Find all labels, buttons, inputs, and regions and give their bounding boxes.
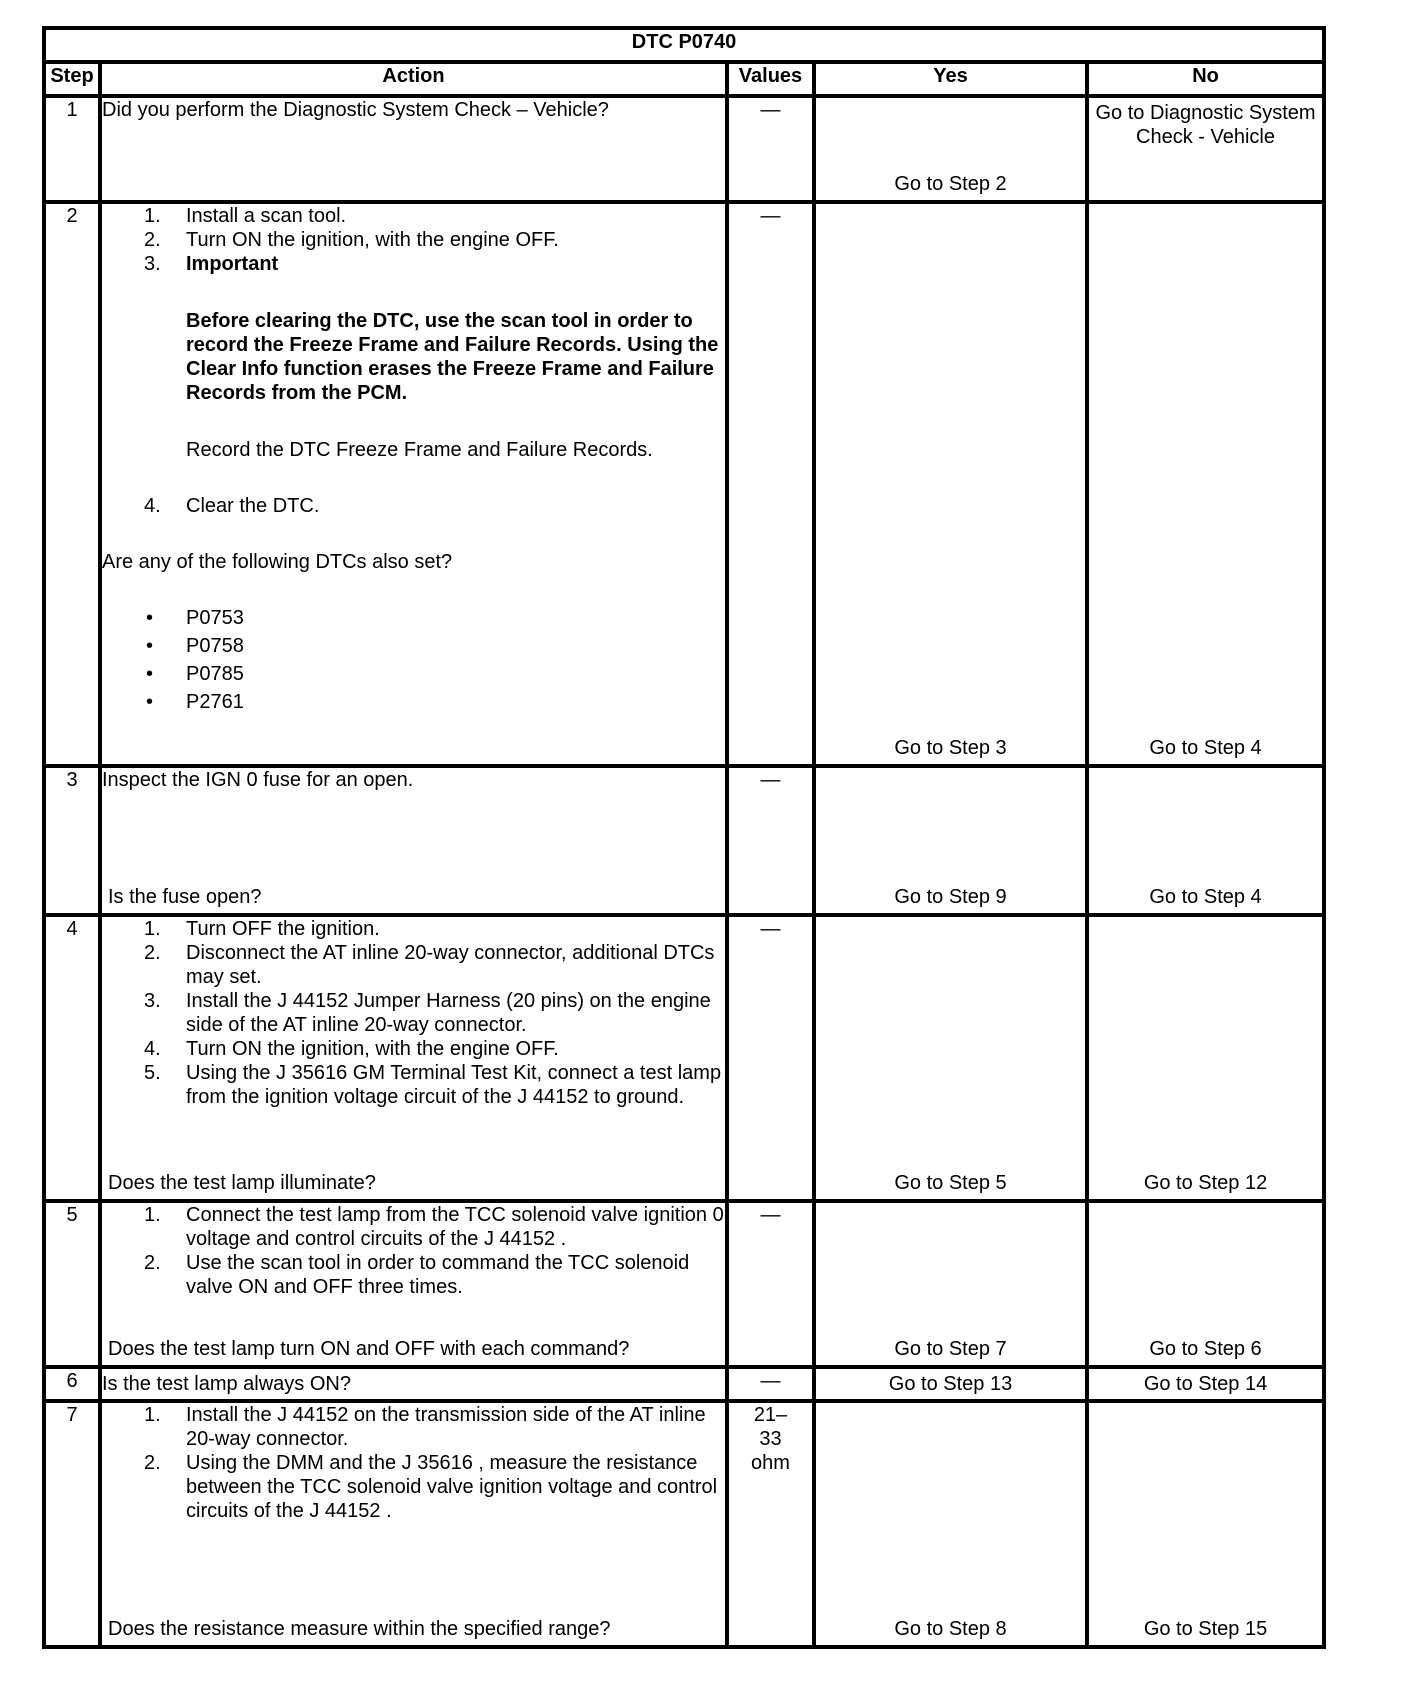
step-number: 4 — [44, 915, 100, 1201]
no-cell — [1087, 96, 1324, 202]
yes-link[interactable]: Go to Step 8 — [894, 1618, 1007, 1640]
action-step: 3. Important — [144, 253, 279, 275]
yes-link[interactable]: Go to Step 13 — [888, 1373, 1013, 1395]
values-cell: — — [727, 202, 814, 766]
no-link[interactable]: Go to Step 4 — [1149, 737, 1262, 759]
action-step: 1. Turn OFF the ignition. — [144, 918, 380, 940]
dtc-code: • P0785 — [102, 660, 725, 688]
action-cell — [100, 915, 727, 1201]
no-link[interactable]: Go to Step 14 — [1143, 1373, 1268, 1395]
table-row-step-3 — [44, 766, 1324, 915]
yes-link[interactable]: Go to Step 3 — [894, 737, 1007, 759]
action-step: 5. Using the J 35616 GM Terminal Test Kit, connect a test lamp from the ignition voltage circuit of the J 44152 to ground. — [144, 1062, 722, 1108]
dtc-code: • P0753 — [102, 604, 725, 632]
dtc-code-list — [102, 604, 725, 716]
no-cell — [1087, 1201, 1324, 1367]
action-steps — [102, 204, 725, 276]
no-link[interactable]: Go to Step 6 — [1149, 1338, 1262, 1360]
yes-cell — [814, 766, 1087, 915]
header-action: Action — [100, 62, 727, 96]
action-cell — [100, 766, 727, 915]
action-question: Are any of the following DTCs also set? — [102, 551, 453, 573]
no-cell — [1087, 915, 1324, 1201]
action-question: Does the test lamp illuminate? — [108, 1172, 376, 1194]
step-number: 5 — [44, 1201, 100, 1367]
action-step: 4. Turn ON the ignition, with the engine OFF. — [144, 1038, 559, 1060]
yes-link[interactable]: Go to Step 7 — [894, 1338, 1007, 1360]
step-number: 3 — [44, 766, 100, 915]
no-link[interactable]: Go to Step 4 — [1149, 886, 1262, 908]
action-step: 1. Install the J 44152 on the transmission side of the AT inline 20-way connector. — [144, 1404, 706, 1450]
action-steps — [102, 1203, 725, 1299]
table-row-step-4 — [44, 915, 1324, 1201]
no-cell — [1087, 202, 1324, 766]
action-cell — [100, 1401, 727, 1647]
yes-cell — [814, 202, 1087, 766]
table-title: DTC P0740 — [44, 28, 1324, 62]
values-cell: — — [727, 766, 814, 915]
action-steps — [102, 494, 725, 518]
yes-cell — [814, 1367, 1087, 1401]
action-steps — [102, 917, 725, 1109]
values-cell: — — [727, 1367, 814, 1401]
action-question: Is the fuse open? — [108, 886, 262, 908]
yes-cell — [814, 96, 1087, 202]
action-step: 1. Connect the test lamp from the TCC solenoid valve ignition 0 voltage and control circuits of the J 44152 . — [144, 1204, 724, 1250]
action-question: Does the test lamp turn ON and OFF with each command? — [108, 1338, 630, 1360]
action-step: 2. Disconnect the AT inline 20-way connector, additional DTCs may set. — [144, 942, 715, 988]
table-row-step-5 — [44, 1201, 1324, 1367]
dtc-table — [42, 26, 1326, 1649]
no-link[interactable]: Go to Step 15 — [1143, 1618, 1268, 1640]
action-step: 3. Install the J 44152 Jumper Harness (20 pins) on the engine side of the AT inline 20-way connector. — [144, 990, 711, 1036]
action-step: 4. Clear the DTC. — [144, 495, 320, 517]
action-cell — [100, 202, 727, 766]
no-cell — [1087, 1401, 1324, 1647]
action-cell — [100, 1201, 727, 1367]
yes-cell — [814, 1401, 1087, 1647]
action-cell — [100, 1367, 727, 1401]
table-row-step-6 — [44, 1367, 1324, 1401]
yes-cell — [814, 1201, 1087, 1367]
header-yes: Yes — [814, 62, 1087, 96]
header-step: Step — [44, 62, 100, 96]
yes-cell — [814, 915, 1087, 1201]
action-question: Does the resistance measure within the specified range? — [108, 1618, 611, 1640]
action-step: 1. Install a scan tool. — [144, 205, 347, 227]
no-cell — [1087, 766, 1324, 915]
action-question: Is the test lamp always ON? — [102, 1373, 351, 1395]
yes-link[interactable]: Go to Step 5 — [894, 1172, 1007, 1194]
action-steps — [102, 1403, 725, 1523]
table-row-step-1 — [44, 96, 1324, 202]
dtc-code: • P2761 — [102, 688, 725, 716]
action-text: Inspect the IGN 0 fuse for an open. — [102, 769, 414, 791]
header-values: Values — [727, 62, 814, 96]
step-number: 6 — [44, 1367, 100, 1401]
step-number: 1 — [44, 96, 100, 202]
table-row-step-2 — [44, 202, 1324, 766]
yes-link[interactable]: Go to Step 9 — [894, 886, 1007, 908]
record-instruction: Record the DTC Freeze Frame and Failure Records. — [186, 439, 653, 461]
action-step: 2. Use the scan tool in order to command the TCC solenoid valve ON and OFF three times. — [144, 1252, 690, 1298]
no-link[interactable]: Go to Diagnostic System Check - Vehicle — [1095, 102, 1316, 148]
values-cell: 21–33 ohm — [727, 1401, 814, 1647]
yes-link[interactable]: Go to Step 2 — [894, 173, 1007, 195]
no-link[interactable]: Go to Step 12 — [1143, 1172, 1268, 1194]
no-cell — [1087, 1367, 1324, 1401]
action-step: 2. Turn ON the ignition, with the engine OFF. — [144, 229, 559, 251]
table-row-step-7 — [44, 1401, 1324, 1647]
important-note: Before clearing the DTC, use the scan tool in order to record the Freeze Frame and Failure Records. Using the Clear Info function erases the Freeze Frame and Failure Records from the PCM. — [186, 310, 719, 404]
step-number: 7 — [44, 1401, 100, 1647]
values-cell: — — [727, 1201, 814, 1367]
step-number: 2 — [44, 202, 100, 766]
values-cell: — — [727, 96, 814, 202]
action-cell — [100, 96, 727, 202]
action-step: 2. Using the DMM and the J 35616 , measure the resistance between the TCC solenoid valve ignition voltage and control circuits of the J 44152 . — [144, 1452, 718, 1522]
header-no: No — [1087, 62, 1324, 96]
values-cell: — — [727, 915, 814, 1201]
dtc-code: • P0758 — [102, 632, 725, 660]
action-question: Did you perform the Diagnostic System Check – Vehicle? — [102, 99, 609, 121]
